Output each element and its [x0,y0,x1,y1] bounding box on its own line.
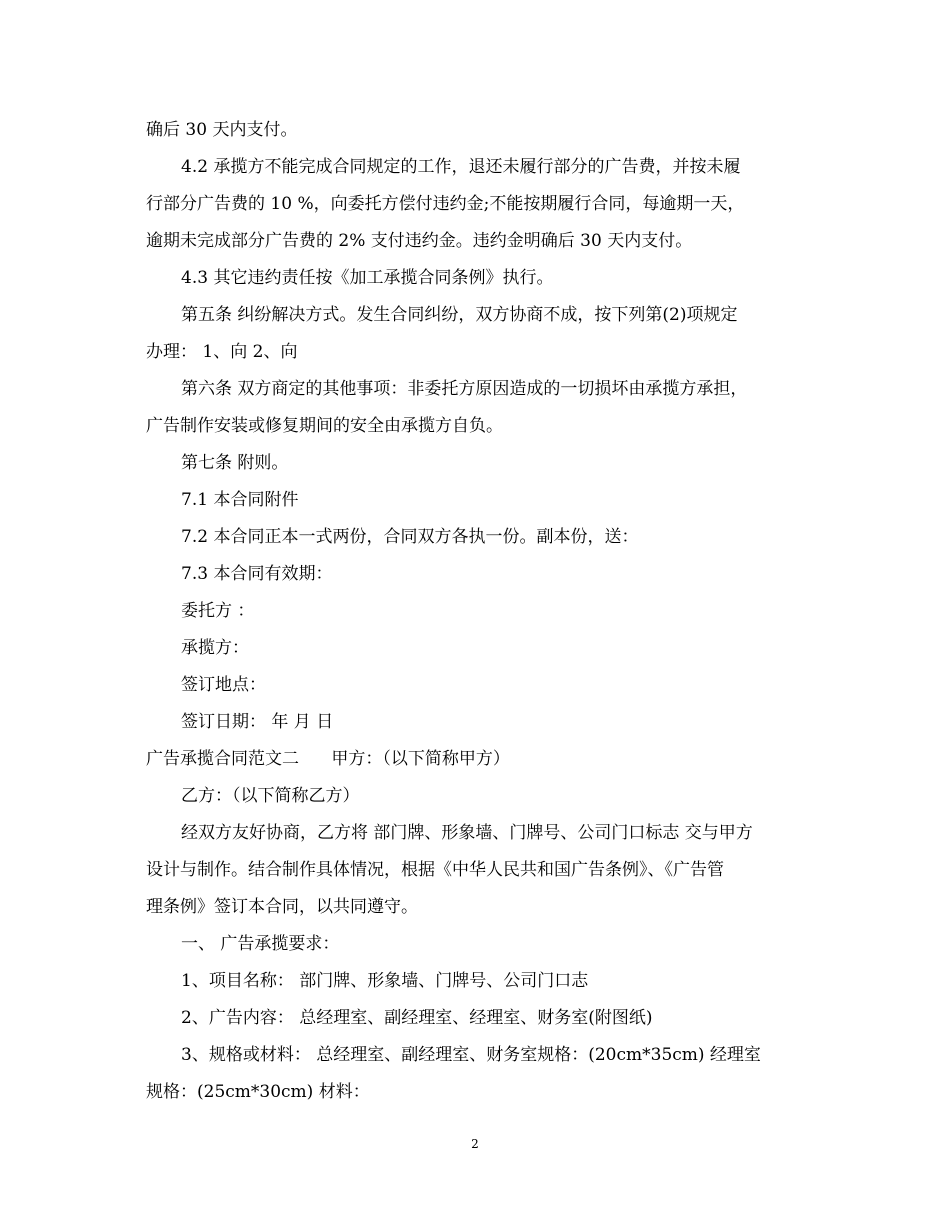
text-line: 第七条 附则。 [181,453,289,473]
text-line: 第六条 双方商定的其他事项：非委托方原因造成的一切损坏由承揽方承担， [181,379,748,399]
text-line: 经双方友好协商，乙方将 部门牌、形象墙、门牌号、公司门口标志 交与甲方 [181,823,753,843]
text-line: 办理： 1、向 2、向 [146,342,298,362]
page-number: 2 [471,1137,479,1151]
text-line: 3、规格或材料： 总经理室、副经理室、财务室规格：(20cm*35cm) 经理室 [181,1045,761,1065]
text-line: 承揽方： [181,638,249,658]
text-line: 广告制作安装或修复期间的安全由承揽方自负。 [146,416,503,436]
text-line: 签订日期： 年 月 日 [181,712,334,732]
text-line: 签订地点： [181,675,266,695]
text-line: 规格：(25cm*30cm) 材料： [146,1082,370,1102]
text-line: 乙方：（以下简称乙方） [181,786,360,806]
text-line: 第五条 纠纷解决方式。发生合同纠纷，双方协商不成，按下列第(2)项规定 [181,305,738,325]
text-line: 一、 广告承揽要求： [181,934,340,954]
text-line: 确后 30 天内支付。 [146,120,298,140]
text-line: 4.3 其它违约责任按《加工承揽合同条例》执行。 [181,268,554,288]
text-line: 行部分广告费的 10 %，向委托方偿付违约金;不能按期履行合同，每逾期一天， [146,194,745,214]
text-line: 7.3 本合同有效期： [181,564,333,584]
text-line: 委托方 ： [181,601,255,621]
document-body [146,112,806,1111]
text-line: 1、项目名称： 部门牌、形象墙、门牌号、公司门口志 [181,971,589,991]
text-line: 理条例》签订本合同，以共同遵守。 [146,897,418,917]
text-line: 设计与制作。结合制作具体情况，根据《中华人民共和国广告条例》、《广告管 [146,860,724,880]
text-line: 4.2 承揽方不能完成合同规定的工作，退还未履行部分的广告费，并按未履 [181,157,741,177]
text-line: 7.1 本合同附件 [181,490,299,510]
text-line: 广告承揽合同范文二 甲方：（以下简称甲方） [146,749,510,769]
text-line: 2、广告内容： 总经理室、副经理室、经理室、财务室(附图纸) [181,1008,653,1028]
text-line: 逾期未完成部分广告费的 2% 支付违约金。违约金明确后 30 天内支付。 [146,231,693,251]
text-line: 7.2 本合同正本一式两份，合同双方各执一份。副本份，送： [181,527,639,547]
